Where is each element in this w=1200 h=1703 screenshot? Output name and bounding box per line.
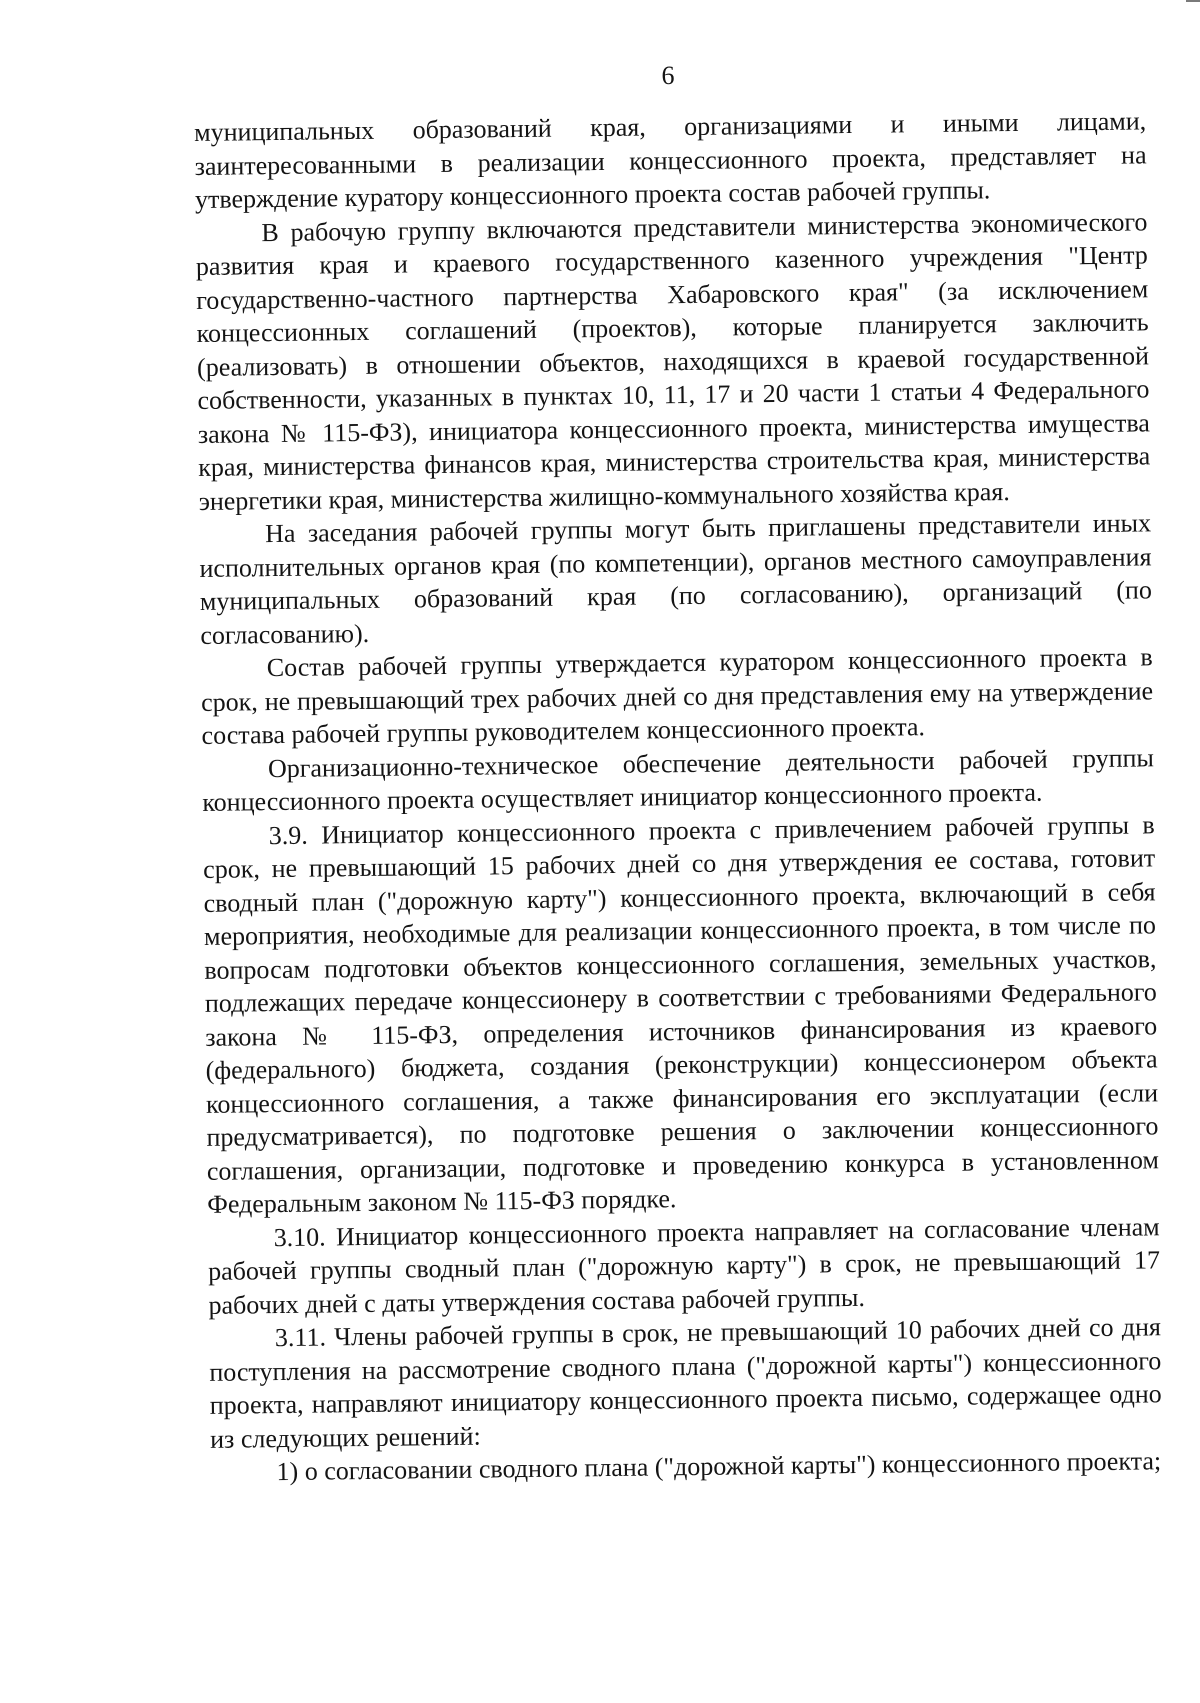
clause-3-11: 3.11. Члены рабочей группы в срок, не превышающий 10 рабочих дней со дня поступления на рассмотрение сводного плана ("дорожной карты") концессионного проекта, направляют инициатору концессионного проекта письмо, содержащее одно из следующих решений: [209, 1312, 1162, 1454]
document-body [194, 104, 1163, 1489]
clause-3-9: 3.9. Инициатор концессионного проекта с привлечением рабочей группы в срок, не превышающий 15 рабочих дней со дня утверждения ее состава, готовит сводный план ("дорожную карту") концессионного проекта, включающий в себя мероприятия, необходимые для реализации концессионного проекта, в том числе по вопросам подготовки объектов концессионного соглашения, земельных участков, подлежащих передаче концессионеру в соответствии с требованиями Федерального закона № 115-ФЗ, определения источников финансирования из краевого (федерального) бюджета, создания (реконструкции) концессионером объекта концессионного соглашения, а также финансирования его эксплуатации (если предусматривается), по подготовке решения о заключении концессионного соглашения, организации, подготовке и проведению конкурса в установленном Федеральным законом № 115-ФЗ порядке. [203, 809, 1159, 1219]
paragraph-group-approval: Состав рабочей группы утверждается куратором концессионного проекта в срок, не превышающий трех рабочих дней со дня представления ему на утверждение состава рабочей группы руководителем концессионного проекта. [200, 642, 1154, 750]
paragraph-technical-support: Организационно-техническое обеспечение деятельности рабочей группы концессионного проекта осуществляет инициатор концессионного проекта. [202, 742, 1155, 817]
paragraph-working-group-members: В рабочую группу включаются представители министерства экономического развития края и краевого государственного казенного учреждения "Центр государственно-частного партнерства Хабаровского края" (за исключением концессионных соглашений (проектов), которые планируется заключить (реализовать) в отношении объектов, находящихся в краевой государственной собственности, указанных в пунктах 10, 11, 17 и 20 части 1 статьи 4 Федерального закона № 115-ФЗ), инициатора концессионного проекта, министерства имущества края, министерства финансов края, министерства строительства края, министерства энергетики края, министерства жилищно-коммунального хозяйства края. [195, 206, 1151, 516]
paragraph-continuation: муниципальных образований края, организациями и иными лицами, заинтересованными в реализации концессионного проекта, представляет на утверждение куратору концессионного проекта состав рабочей группы. [194, 106, 1147, 214]
page-number: 6 [661, 61, 675, 90]
clause-3-10: 3.10. Инициатор концессионного проекта направляет на согласование членам рабочей группы сводный план ("дорожную карту") в срок, не превышающий 17 рабочих дней с даты утверждения состава рабочей группы. [207, 1211, 1161, 1320]
list-item-1: 1) о согласовании сводного плана ("дорожной карты") концессионного проекта; [276, 1446, 1162, 1487]
scan-edge-mark [1186, 0, 1200, 2]
paragraph-invited-representatives: На заседания рабочей группы могут быть приглашены представители иных исполнительных органов края (по компетенции), органов местного самоуправления муниципальных образований края (по согласованию), организаций (по согласованию). [199, 508, 1153, 650]
